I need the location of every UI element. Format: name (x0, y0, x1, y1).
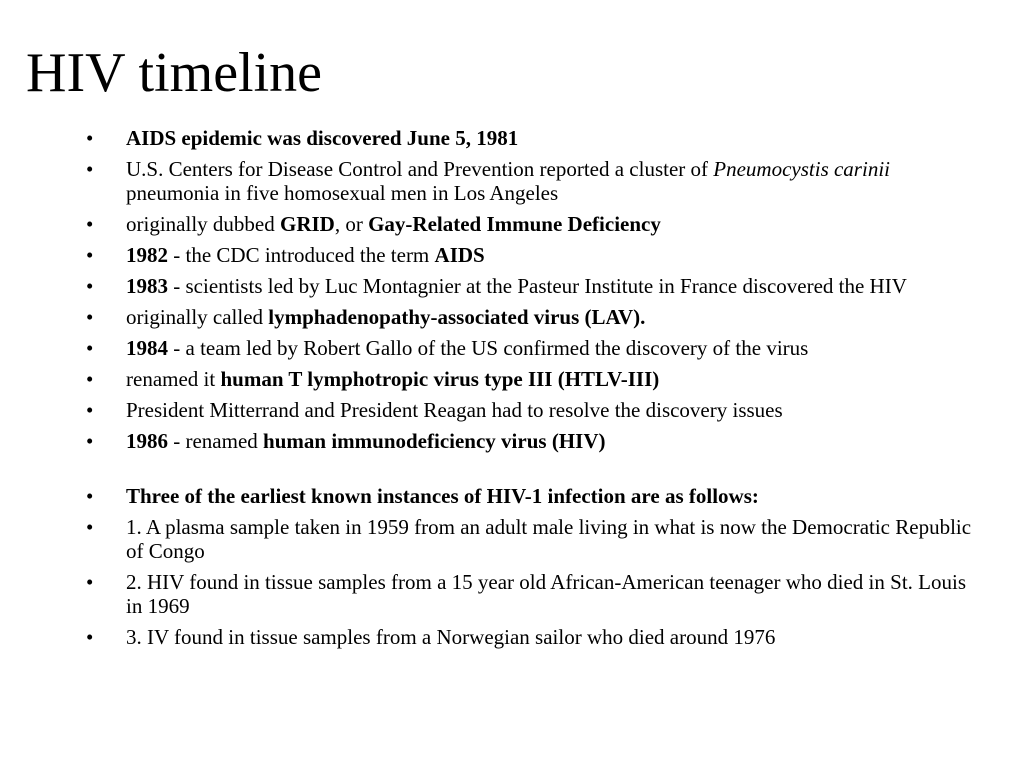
bullet-year: 1982 (126, 243, 168, 267)
bullet-list (86, 126, 986, 656)
bullet-text-italic: Pneumocystis carinii (713, 157, 890, 181)
bullet-item (86, 570, 986, 618)
bullet-text: President Mitterrand and President Reagan had to resolve the discovery issues (126, 398, 783, 422)
bullet-text: 2. HIV found in tissue samples from a 15 year old African-American teenager who died in St. Louis in 1969 (126, 570, 966, 618)
slide-title: HIV timeline (26, 42, 323, 104)
bullet-marker: • (86, 398, 94, 422)
bullet-text-bold: human T lymphotropic virus type III (HTLV-III) (220, 367, 660, 391)
bullet-marker: • (86, 336, 94, 360)
bullet-text: renamed it (126, 367, 221, 391)
bullet-text-bold: AIDS (434, 243, 485, 267)
bullet-marker: • (86, 484, 94, 508)
bullet-text: - renamed (168, 429, 264, 453)
bullet-marker: • (86, 126, 94, 150)
bullet-item (86, 243, 986, 267)
bullet-text: originally called (126, 305, 269, 329)
bullet-text-bold: GRID (279, 212, 335, 236)
bullet-text: - the CDC introduced the term (168, 243, 435, 267)
bullet-text-bold: lymphadenopathy-associated virus (LAV). (268, 305, 646, 329)
bullet-marker: • (86, 157, 94, 181)
bullet-marker: • (86, 625, 94, 649)
bullet-marker: • (86, 305, 94, 329)
bullet-text: , or (334, 212, 369, 236)
bullet-text: AIDS epidemic was discovered June 5, 1981 (126, 126, 519, 150)
bullet-text: U.S. Centers for Disease Control and Prevention reported a cluster of (126, 157, 714, 181)
bullet-marker: • (86, 212, 94, 236)
bullet-item (86, 212, 986, 236)
bullet-item (86, 429, 986, 453)
bullet-text-bold: Three of the earliest known instances of HIV-1 infection are as follows: (126, 484, 759, 508)
bullet-text: originally dubbed (126, 212, 280, 236)
bullet-text-bold: human immunodeficiency virus (HIV) (263, 429, 606, 453)
bullet-marker: • (86, 429, 94, 453)
bullet-text: pneumonia in five homosexual men in Los Angeles (126, 181, 559, 205)
bullet-item (86, 126, 986, 150)
bullet-marker: • (86, 274, 94, 298)
bullet-item (86, 515, 986, 563)
bullet-item (86, 336, 986, 360)
bullet-item (86, 484, 986, 508)
bullet-text: 3. IV found in tissue samples from a Norwegian sailor who died around 1976 (126, 625, 776, 649)
bullet-item (86, 398, 986, 422)
bullet-text: 1. A plasma sample taken in 1959 from an adult male living in what is now the Democratic Republic of Congo (126, 515, 972, 563)
bullet-text: - scientists led by Luc Montagnier at the Pasteur Institute in France discovered the HIV (168, 274, 907, 298)
bullet-year: 1984 (126, 336, 168, 360)
bullet-item (86, 625, 986, 649)
bullet-text: - a team led by Robert Gallo of the US confirmed the discovery of the virus (168, 336, 809, 360)
bullet-marker: • (86, 243, 94, 267)
bullet-marker: • (86, 515, 94, 539)
bullet-item (86, 367, 986, 391)
bullet-item (86, 157, 986, 205)
bullet-item (86, 305, 986, 329)
bullet-marker: • (86, 570, 94, 594)
bullet-year: 1983 (126, 274, 168, 298)
bullet-item (86, 274, 986, 298)
bullet-year: 1986 (126, 429, 168, 453)
bullet-text-bold: Gay-Related Immune Deficiency (368, 212, 661, 236)
bullet-marker: • (86, 367, 94, 391)
